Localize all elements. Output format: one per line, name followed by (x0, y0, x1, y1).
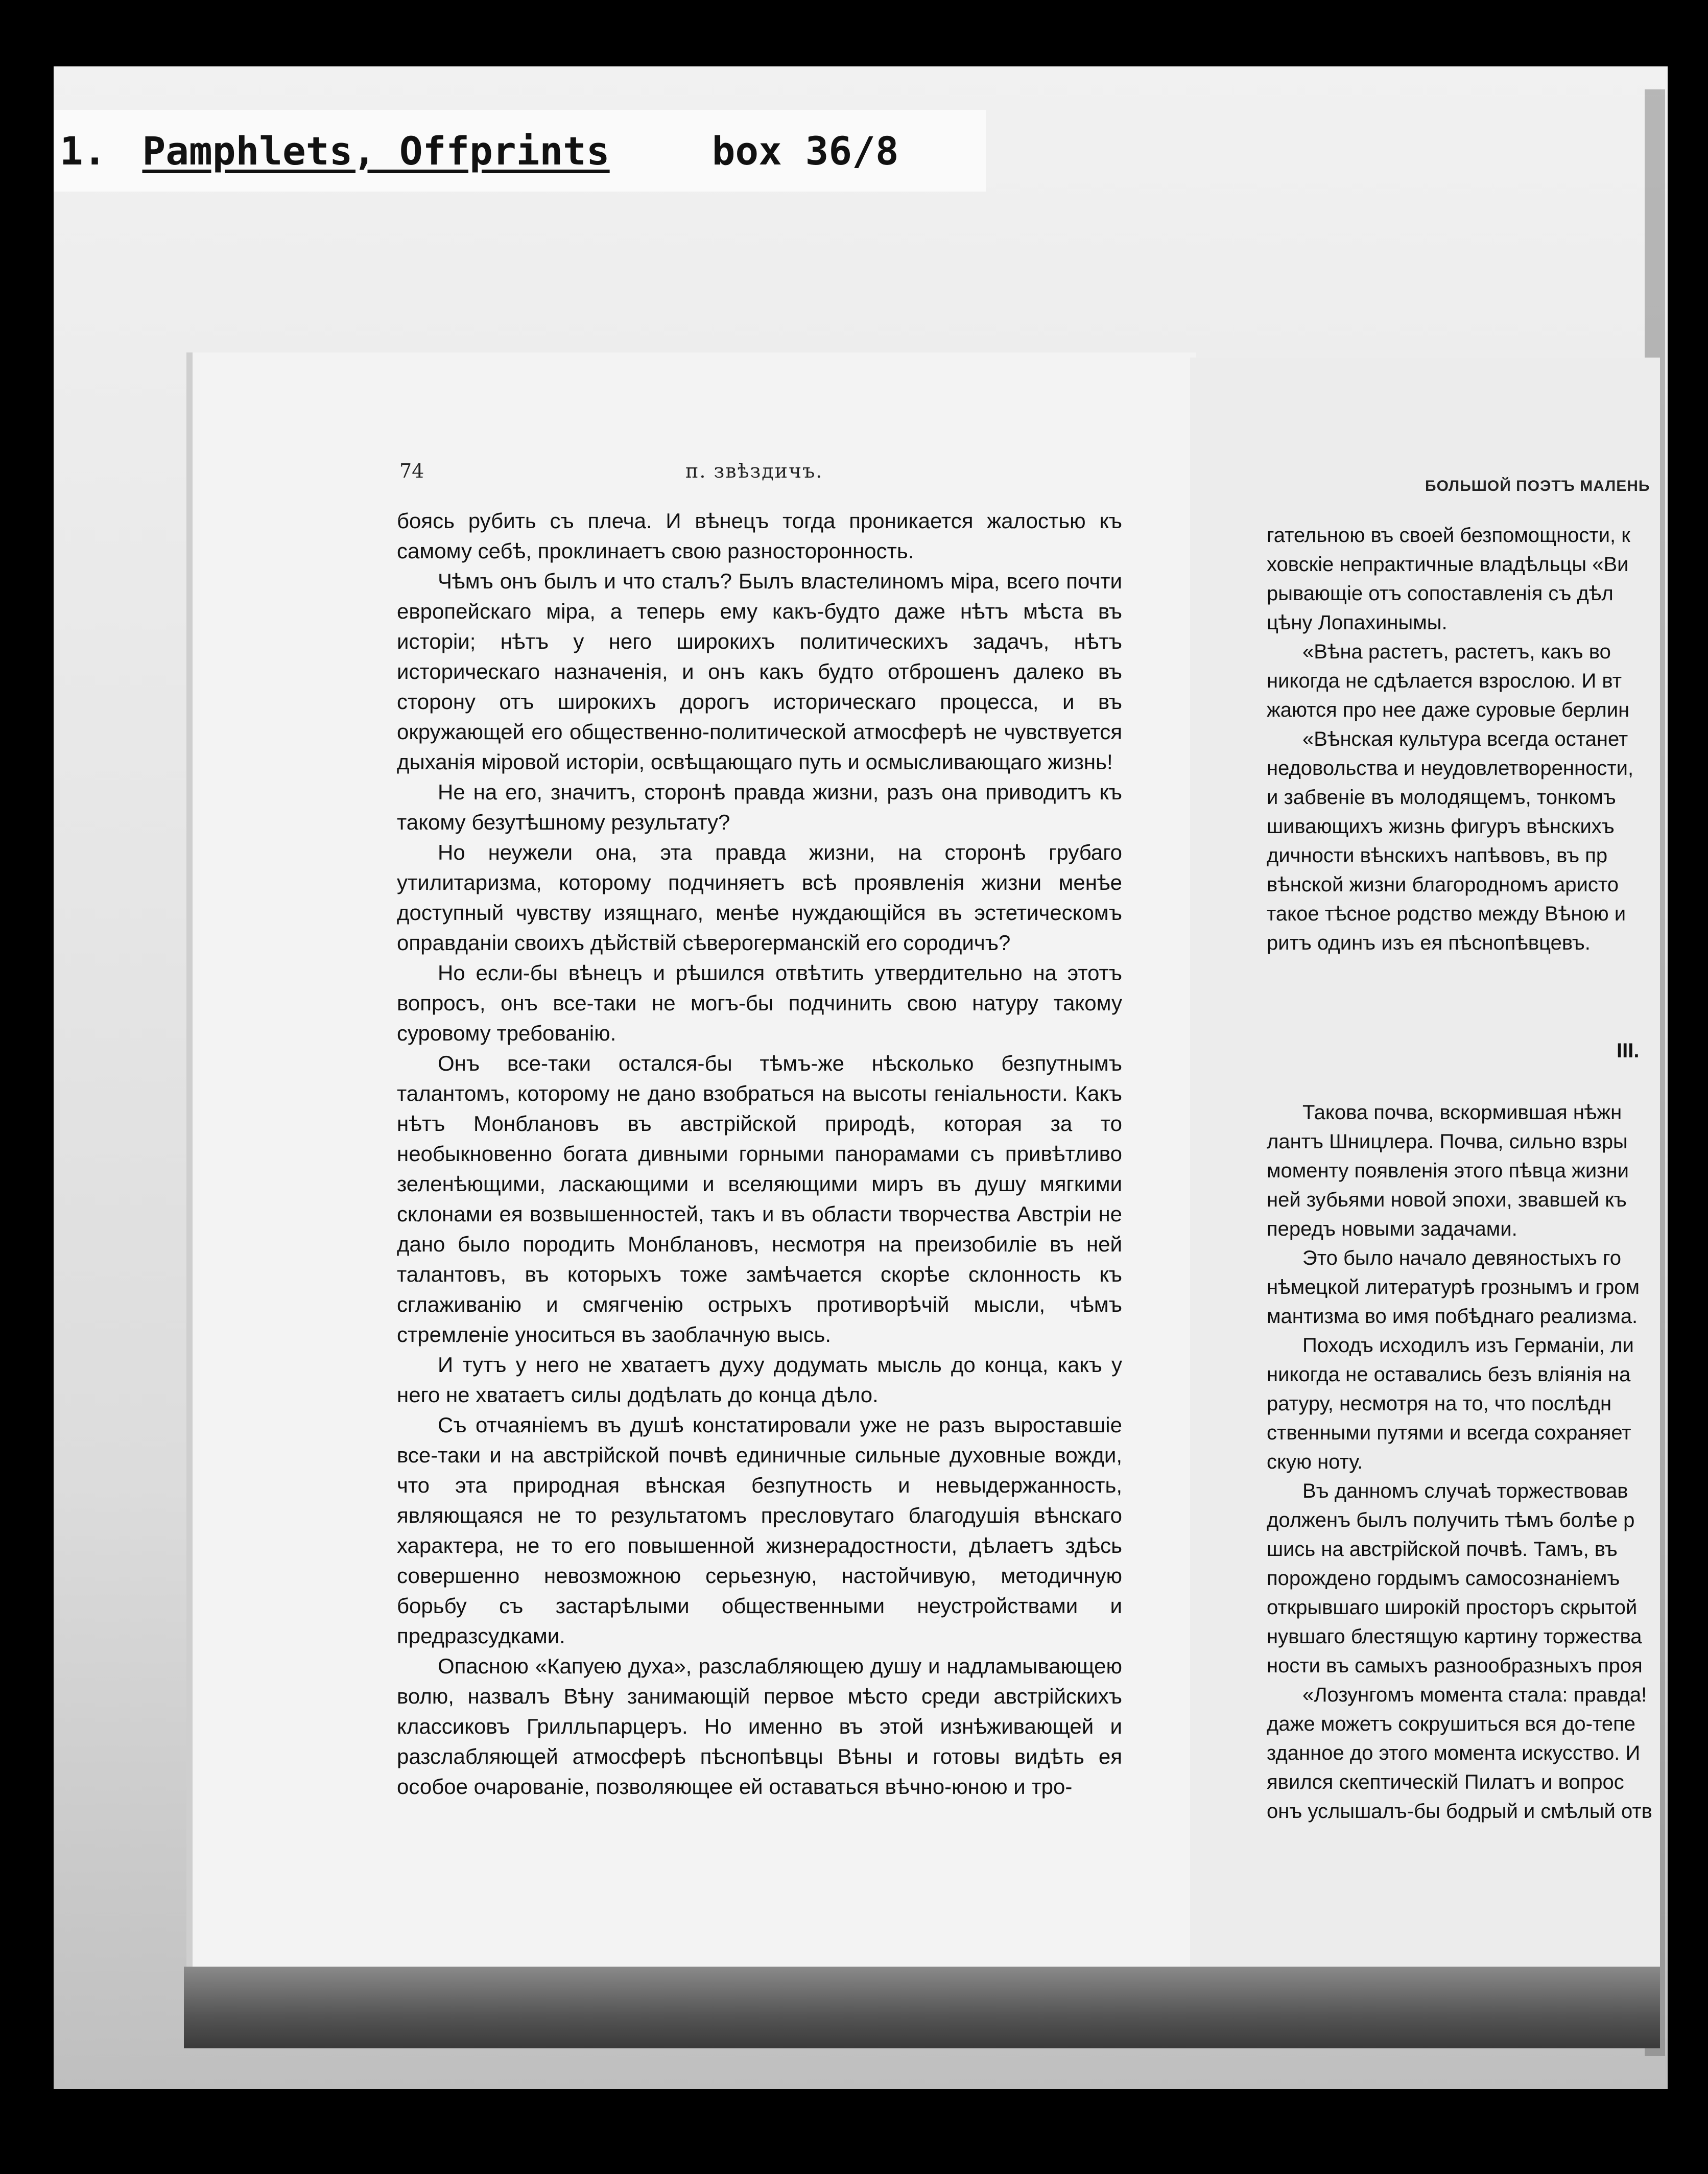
paragraph: боясь рубить съ плеча. И вѣнецъ тогда проникается жалостью къ самому себѣ, проклинаетъ свою разносторонность. (397, 509, 1122, 563)
left-body-text (397, 506, 1122, 1802)
paragraph: И тутъ у него не хватаетъ духу додумать мысль до конца, какъ у него не хватаетъ силы додѣлать до конца дѣло. (397, 1353, 1122, 1407)
text-line: даже можетъ сокрушиться вся до-тепе (1267, 1713, 1635, 1735)
text-line: шись на австрійской почвѣ. Тамъ, въ (1267, 1538, 1618, 1561)
section-numeral: III. (1617, 1039, 1640, 1062)
paragraph: Не на его, значитъ, сторонѣ правда жизни, разъ она приводитъ къ такому безутѣшному результату? (397, 780, 1122, 834)
right-running-head: БОЛЬШОЙ ПОЭТЪ МАЛЕНЬ (1425, 478, 1650, 494)
text-line: «Лозунгомъ момента стала: правда! (1302, 1684, 1647, 1706)
text-line: скую ноту. (1267, 1451, 1363, 1473)
text-line: жаются про нее даже суровые берлин (1267, 699, 1630, 721)
text-line: Въ данномъ случаѣ торжествовав (1302, 1480, 1628, 1502)
text-line: никогда не оставались безъ вліянія на (1267, 1363, 1631, 1386)
text-line: Походъ исходилъ изъ Германіи, ли (1302, 1334, 1634, 1357)
text-line: рывающіе отъ сопоставленія съ дѣл (1267, 582, 1614, 605)
label-title: Pamphlets, Offprints (142, 128, 610, 174)
text-line: онъ услышалъ-бы бодрый и смѣлый отв (1267, 1800, 1652, 1823)
text-line: моменту появленія этого пѣвца жизни (1267, 1160, 1629, 1182)
left-page (186, 352, 1196, 1967)
page-number: 74 (399, 460, 424, 482)
paragraph: Но неужели она, эта правда жизни, на сторонѣ грубаго утилитаризма, которому подчиняетъ всѣ проявленія жизни менѣе доступный чувству изящнаго, менѣе нуждающійся въ эстетическомъ оправданіи своихъ дѣйствій сѣверогерманскій его сородичъ? (397, 840, 1122, 955)
text-line: Это было начало девяностыхъ го (1302, 1247, 1622, 1269)
paragraph: Опасною «Капуею духа», разслабляющею душу и надламывающею волю, назвалъ Вѣну занимающій первое мѣсто среди австрійскихъ классиковъ Грилльпарцеръ. Но именно въ этой изнѣживающей и разслабляющей атмосферѣ пѣснопѣвцы Вѣны и готовы видѣть ея особое очарованіе, позволяющее ей оставаться вѣчно-юною и тро- (397, 1654, 1122, 1799)
text-line: «Вѣна растетъ, растетъ, какъ во (1302, 641, 1611, 663)
text-line: недовольства и неудовлетворенности, (1267, 757, 1634, 779)
paragraph: Онъ все-таки остался-бы тѣмъ-же нѣсколько безпутнымъ талантомъ, которому не дано взобраться на высоты геніальности. Какъ нѣтъ Монблановъ въ австрійской природѣ, которая за то необыкновенно богата дивными горными панорамами съ привѣтливо зеленѣющими, ласкающими и вселяющими миръ въ душу мягкими склонами ея возвышенностей, такъ и въ области творчества Австріи не дано было породить Монблановъ, несмотря на преизобиліе въ ней талантовъ, въ которыхъ тоже замѣчается скорѣе склонность къ сглаживанію и смягченію острыхъ противорѣчій мысли, чѣмъ стремленіе уноситься въ заоблачную высь. (397, 1051, 1122, 1346)
text-line: такое тѣсное родство между Вѣною и (1267, 903, 1626, 925)
text-line: Такова почва, вскормившая нѣжн (1302, 1101, 1622, 1124)
paragraph: Но если-бы вѣнецъ и рѣшился отвѣтить утвердительно на этотъ вопросъ, онъ все-таки не могъ-бы подчинить свою натуру такому суровому требованію. (397, 961, 1122, 1045)
text-line: долженъ былъ получить тѣмъ болѣе р (1267, 1509, 1635, 1531)
paragraph: Съ отчаяніемъ въ душѣ констатировали уже не разъ выроставшіе все-таки и на австрійской почвѣ единичные сильные духовные вожди, что эта природная вѣнская безпутность и невыдержанность, являющаяся не то результатомъ пресловутаго благодушія вѣнскаго характера, не то его повышенной жизнерадостности, дѣлаетъ здѣсь совершенно невозможною серьезную, настойчивую, методичную борьбу съ застарѣлыми общественными неустройствами и предразсудками. (397, 1413, 1122, 1648)
text-line: ственными путями и всегда сохраняет (1267, 1422, 1631, 1444)
page-shadow (184, 1967, 1660, 2048)
archive-label (54, 110, 986, 192)
text-line: вѣнской жизни благородномъ аристо (1267, 873, 1619, 896)
text-line: ней зубьями новой эпохи, звавшей къ (1267, 1189, 1627, 1211)
text-line: нувшаго блестящую картину торжества (1267, 1625, 1642, 1648)
text-line: никогда не сдѣлается взрослою. И вт (1267, 670, 1622, 692)
text-line: «Вѣнская культура всегда останет (1302, 728, 1628, 750)
text-line: нѣмецкой литературѣ грознымъ и гром (1267, 1276, 1640, 1298)
text-line: лантъ Шницлера. Почва, сильно взры (1267, 1130, 1628, 1153)
text-line: ритъ одинъ изъ ея пѣснопѣвцевъ. (1267, 932, 1591, 954)
text-line: и забвеніе въ молодящемъ, тонкомъ (1267, 786, 1616, 809)
text-line: ности въ самыхъ разнообразныхъ проя (1267, 1655, 1643, 1677)
text-line: порождено гордымъ самосознаніемъ (1267, 1567, 1620, 1590)
text-line: шивающихъ жизнь фигуръ вѣнскихъ (1267, 815, 1615, 838)
text-line: ховскіе непрактичные владѣльцы «Ви (1267, 553, 1629, 576)
right-body-text-top (1267, 521, 1660, 958)
text-line: ратуру, несмотря на то, что послѣдн (1267, 1392, 1612, 1415)
text-line: гательною въ своей безпомощности, к (1267, 524, 1630, 547)
right-body-text-bottom (1267, 1098, 1660, 1826)
text-line: дичности вѣнскихъ напѣвовъ, въ пр (1267, 844, 1608, 867)
text-line: явился скептическій Пилатъ и вопрос (1267, 1771, 1624, 1793)
text-line: передъ новыми задачами. (1267, 1218, 1517, 1240)
text-line: открывшаго широкій просторъ скрытой (1267, 1596, 1638, 1619)
text-line: зданное до этого момента искусство. И (1267, 1742, 1641, 1764)
right-page (1190, 358, 1660, 1967)
text-line: мантизма во имя побѣднаго реализма. (1267, 1305, 1638, 1328)
running-title: п. звѣздичъ. (685, 460, 823, 482)
paragraph: Чѣмъ онъ былъ и что сталъ? Былъ властелиномъ міра, всего почти европейскаго міра, а теперь ему какъ-будто даже нѣтъ мѣста въ исторіи; нѣтъ у него широкихъ политическихъ задачъ, нѣтъ историческаго назначенія, и онъ какъ будто отброшенъ далеко въ сторону отъ широкихъ дорогъ историческаго процесса, и въ окружающей его общественно-политической атмосферѣ не чувствуется дыханія міровой исторіи, освѣщающаго путь и осмысливающаго жизнь! (397, 569, 1122, 774)
label-box: box 36/8 (711, 128, 899, 174)
label-number: 1. (60, 128, 107, 174)
text-line: цѣну Лопахинымы. (1267, 611, 1448, 634)
